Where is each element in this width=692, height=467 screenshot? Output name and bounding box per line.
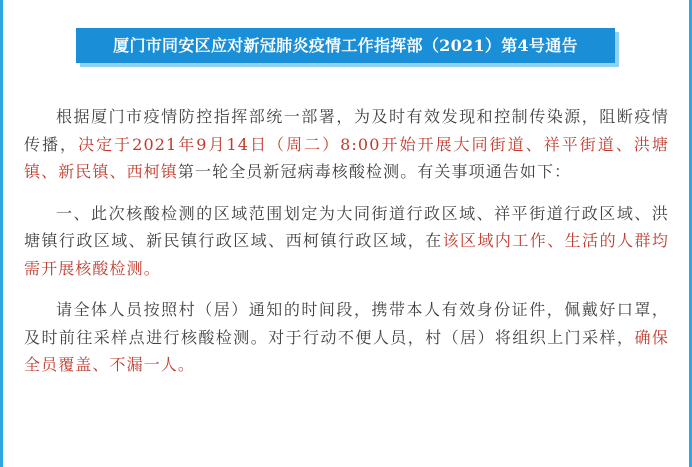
- instructions-text: 请全体人员按照村（居）通知的时间段，携带本人有效身份证件，佩戴好口罩，及时前往采样点进行核酸检测。对于行动不便人员，村（居）将组织上门采样，: [24, 300, 669, 347]
- notice-title: 厦门市同安区应对新冠肺炎疫情工作指挥部（2021）第4号通告: [113, 36, 578, 55]
- intro-text: 根据厦门市疫情防控指挥部统一部署，为及时有效发现和控制传染源，阻断疫情传播，: [24, 107, 669, 154]
- left-frame-border: [0, 0, 3, 467]
- notice-title-banner: [76, 28, 615, 63]
- notice-body: [24, 103, 669, 393]
- paragraph-scope: [24, 200, 669, 283]
- instructions-highlight: 确保全员覆盖、不漏一人。: [24, 327, 669, 374]
- paragraph-instructions: [24, 296, 669, 379]
- intro-decision-highlight: 决定于2021年9月14日（周二）8:00开始开展大同街道、祥平街道、洪塘镇、新民镇、西柯镇: [24, 134, 669, 181]
- scope-text: 一、此次核酸检测的区域范围划定为大同街道行政区域、祥平街道行政区域、洪塘镇行政区域、新民镇行政区域、西柯镇行政区域，在: [24, 203, 669, 250]
- intro-text-end: 第一轮全员新冠病毒核酸检测。有关事项通告如下：: [177, 162, 572, 181]
- paragraph-intro: [24, 103, 669, 186]
- scope-highlight: 该区域内工作、生活的人群均需开展核酸检测。: [24, 231, 669, 278]
